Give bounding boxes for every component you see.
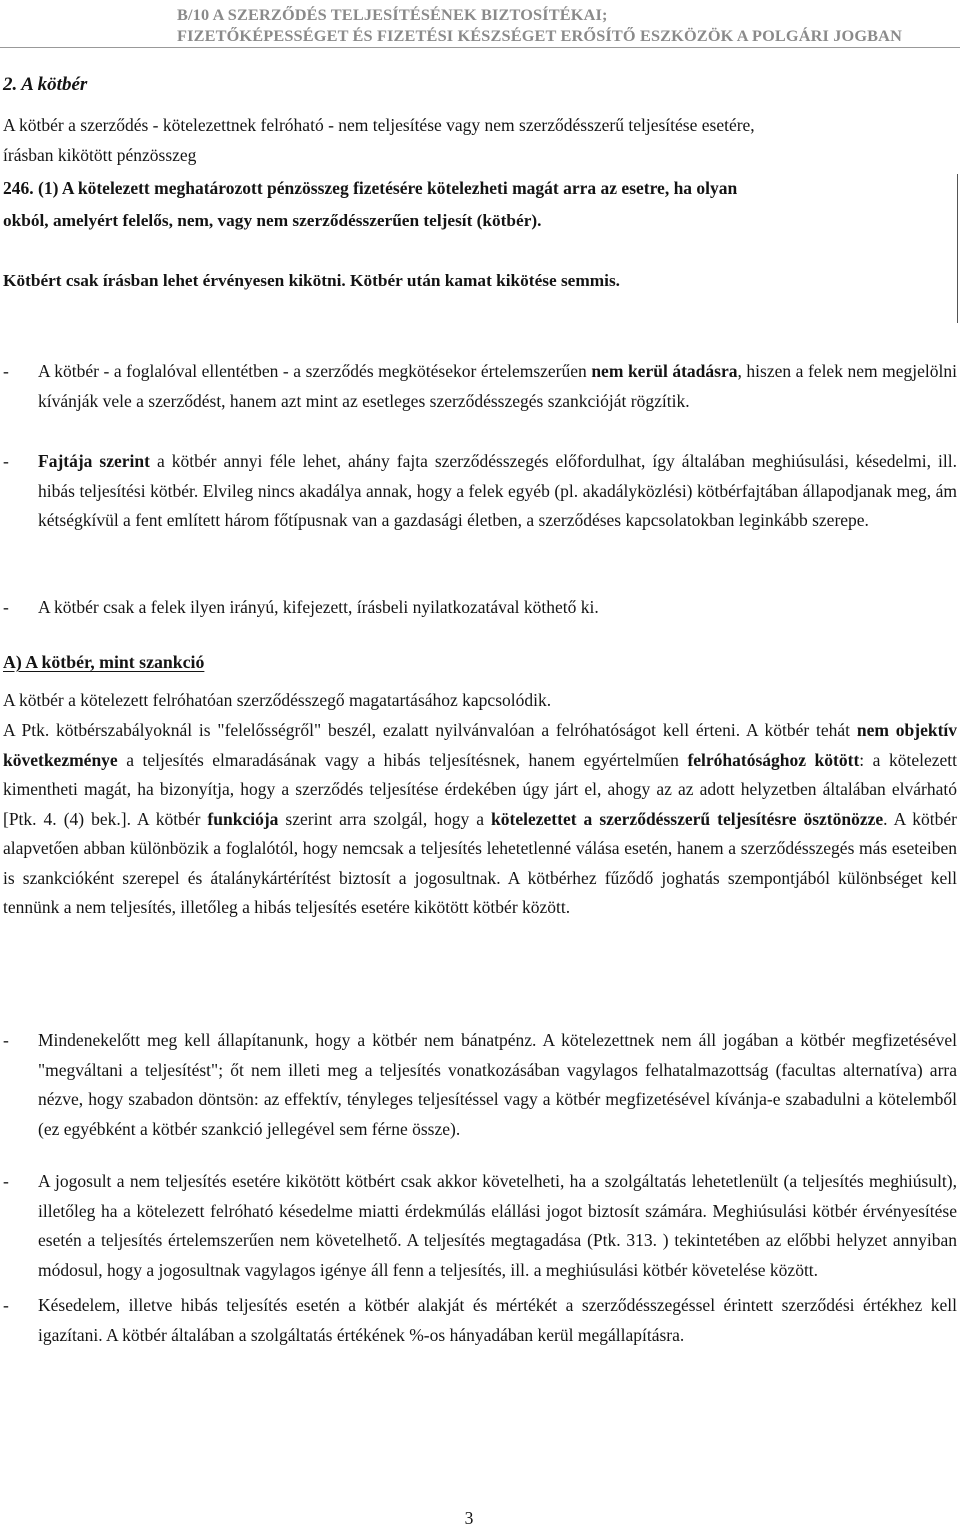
statute-line-2: okból, amelyért felelős, nem, vagy nem szerződésszerűen teljesít (kötbér).	[3, 211, 542, 230]
statute-box	[0, 174, 958, 323]
list-item: - Késedelem, illetve hibás teljesítés esetén a kötbér alakját és mértékét a szerződésszegéssel érintett szerződési értékhez kell igazítani. A kötbér általában a szolgáltatás értékének %-os hányadában kerül megállapításra.	[3, 1295, 957, 1345]
section-title: 2. A kötbér	[3, 74, 88, 95]
definition-line-2: írásban kikötött pénzösszeg	[3, 144, 197, 165]
subsection-paragraph: A Ptk. kötbérszabályoknál is "felelősségről" beszél, ezalatt nyilvánvalóan a felróhatóságot kell érteni. A kötbér tehát nem objektív következménye a teljesítés elmaradásának vagy a hibás teljesítésnek, hanem egyértelműen felróhatósághoz kötött: a kötelezett kimentheti magát, ha bizonyítja, hogy a szerződés teljesítése érdekében úgy járt el, ahogy az az adott helyzetben általában elvárható [Ptk. 4. (4) bek.]. A kötbér funkciója szerint arra szolgál, hogy a kötelezettet a szerződésszerű teljesítésre ösztönözze. A kötbér alapvetően abban különbözik a foglalótól, hogy nemcsak a teljesítés lehetetlenné válása esetén, hanem a szerződésszegés más eseteiben is szankcióként szerepel és átalánykártérítést biztosít a jogosultnak. A kötbérhez fűződő joghatás szempontjából különbséget kell tennünk a nem teljesítés, illetőleg a hibás teljesítés esetére kikötött kötbér között.	[3, 720, 958, 917]
subsection-title: A) A kötbér, mint szankció	[3, 652, 205, 672]
definition-paragraph	[3, 111, 957, 170]
header-line-2: FIZETŐKÉPESSÉGET ÉS FIZETÉSI KÉSZSÉGET ERŐSÍTŐ ESZKÖZÖK A POLGÁRI JOGBAN	[176, 26, 902, 45]
running-header	[177, 4, 902, 46]
list-item: - A kötbér - a foglalóval ellentétben - a szerződés megkötésekor értelemszerűen nem kerül átadásra, hiszen a felek nem megjelölni kívánják vele a szerződést, hanem azt mint az esetleges szerződésszegés szankcióját rögzítik.	[3, 361, 958, 411]
page-number: 3	[464, 1508, 474, 1528]
statute-line-3: Kötbért csak írásban lehet érvényesen kikötni. Kötbér után kamat kikötése semmis.	[3, 271, 620, 290]
definition-line-1: A kötbér a szerződés - kötelezettnek felróható - nem teljesítése vagy nem szerződésszerű teljesítése esetére,	[3, 115, 755, 135]
list-item: - Mindenekelőtt meg kell állapítanunk, hogy a kötbér nem bánatpénz. A kötelezettnek nem áll jogában a kötbér megfizetésével "megváltani a teljesítést"; őt nem illeti meg a teljesítés vonatkozásában vagylagos felhatalmazottság (facultas alternatíva) arra nézve, hogy szabadon döntsön: az effektív, tényleges teljesítéssel vagy a kötbér megfizetésével kívánja-e szabadulni a kötelemből (ez egyébként a kötbér szankció jellegével sem férne össze).	[3, 1030, 957, 1139]
header-line-1: B/10 A SZERZŐDÉS TELJESÍTÉSÉNEK BIZTOSÍTÉKAI;	[176, 5, 608, 24]
list-item: - A kötbér csak a felek ilyen irányú, kifejezett, írásbeli nyilatkozatával köthető ki.	[3, 597, 599, 617]
list-item: - Fajtája szerint a kötbér annyi féle lehet, ahány fajta szerződésszegés előfordulhat, így általában meghiúsulási, késedelmi, ill. hibás teljesítési kötbér. Elvileg nincs akadálya annak, hogy a felek egyéb (pl. akadályközlési) kötbérfajtában állapodjanak meg, ám kétségkívül a fent említett három főtípusnak van a gazdasági életben, a szerződéses kapcsolatokban leginkább szerepe.	[3, 451, 957, 530]
statute-line-1: 246. (1) A kötelezett meghatározott pénzösszeg fizetésére kötelezheti magát arra az esetre, ha olyan	[3, 178, 738, 198]
list-item: - A jogosult a nem teljesítés esetére kikötött kötbért csak akkor követelheti, ha a szolgáltatás lehetetlenült (a teljesítés meghiúsult), illetőleg ha a kötelezett felróható késedelme miatti érdekmúlás elállási jogot biztosít számára. Meghiúsulási kötbér érvényesítése esetén a teljesítés értelemszerűen nem követelhető. A teljesítés megtagadása (Ptk. 313. ) tekintetében az előbbi helyzet annyiban módosul, hogy a jogosultnak vagylagos igénye áll fenn a teljesítés, ill. a meghiúsulási kötbér követelése között.	[3, 1171, 957, 1280]
header-rule	[0, 47, 960, 48]
subsection-first-line: A kötbér a kötelezett felróhatóan szerződésszegő magatartásához kapcsolódik.	[3, 690, 552, 710]
